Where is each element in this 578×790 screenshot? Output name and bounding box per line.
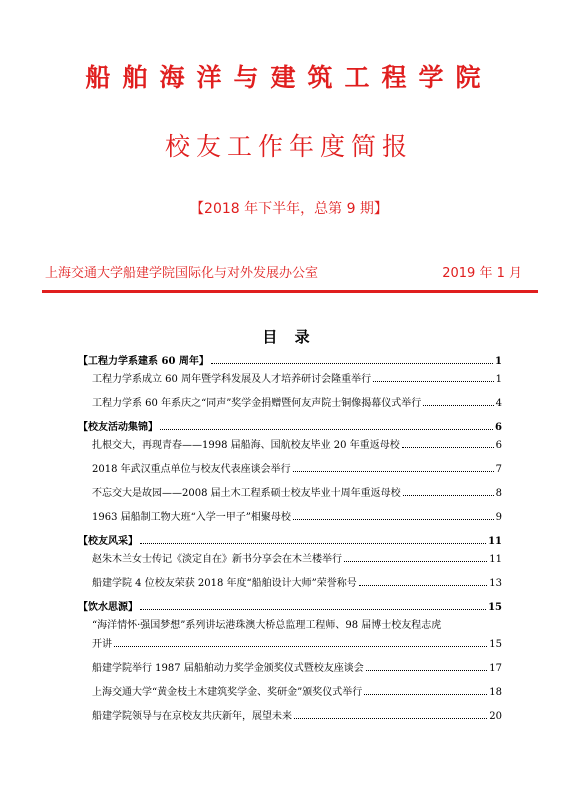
toc-entry-title: 船建学院举行 1987 届船舶动力奖学金颁奖仪式暨校友座谈会: [92, 663, 364, 674]
toc-entry[interactable]: [78, 619, 502, 651]
toc-entry-title: 赵朱木兰女士传记《淡定自在》新书分享会在木兰楼举行: [92, 554, 342, 565]
toc-entry[interactable]: [78, 373, 502, 386]
toc-page-number: 1: [495, 356, 502, 367]
issue-number: 【2018 年下半年，总第 9 期】: [190, 201, 388, 217]
toc-leader: [364, 686, 487, 695]
toc-entry[interactable]: [78, 553, 502, 566]
toc-page-number: 1: [495, 374, 502, 385]
toc-page-number: 15: [488, 602, 502, 613]
toc-entry-continuation: [92, 638, 502, 651]
toc-entry-title: 2018 年武汉重点单位与校友代表座谈会举行: [92, 464, 291, 475]
toc-page-number: 7: [495, 464, 502, 475]
toc-leader: [294, 710, 487, 719]
table-of-contents: [78, 355, 502, 723]
toc-page-number: 20: [489, 711, 502, 722]
toc-page-number: 11: [489, 554, 502, 565]
toc-page-number: 17: [489, 663, 502, 674]
toc-leader: [344, 553, 487, 562]
toc-entry-title: 工程力学系 60 年系庆之“同声”奖学金捐赠暨何友声院士铜像揭幕仪式举行: [92, 398, 422, 409]
toc-entry-title: “海洋情怀·强国梦想”系列讲坛港珠澳大桥总监理工程师、98 届博士校友程志虎: [92, 620, 442, 631]
toc-leader: [160, 421, 493, 430]
toc-page-number: 6: [495, 422, 502, 433]
toc-entry-title: 船建学院领导与在京校友共庆新年，展望未来: [92, 711, 292, 722]
toc-leader: [403, 487, 494, 496]
header-divider: [42, 290, 538, 293]
toc-title: 目 录: [262, 328, 316, 346]
toc-entry[interactable]: [78, 577, 502, 590]
toc-leader: [293, 463, 494, 472]
toc-entry-title: 扎根交大，再现青春——1998 届船海、国航校友毕业 20 年重返母校: [92, 440, 400, 451]
toc-entry[interactable]: [78, 710, 502, 723]
office-name: 上海交通大学船建学院国际化与对外发展办公室: [45, 266, 319, 281]
toc-entry-title: 1963 届船制工物大班“入学一甲子”相聚母校: [92, 512, 291, 523]
toc-section-label: 【工程力学系建系 60 周年】: [78, 356, 209, 367]
toc-section-label: 【饮水思源】: [78, 602, 138, 613]
toc-entry-title-cont: 开讲: [92, 639, 112, 650]
toc-entry[interactable]: [78, 686, 502, 699]
toc-page-number: 13: [489, 578, 502, 589]
toc-leader: [293, 511, 494, 520]
report-title: 校友工作年度简报: [164, 132, 413, 161]
toc-section-label: 【校友风采】: [78, 536, 138, 547]
toc-section-label: 【校友活动集锦】: [78, 422, 158, 433]
toc-entry-title: 不忘交大是故园——2008 届土木工程系硕士校友毕业十周年重返母校: [92, 488, 401, 499]
toc-page-number: 18: [489, 687, 502, 698]
toc-leader: [423, 397, 493, 406]
toc-entry-title: 上海交通大学“黄金枝土木建筑奖学金、奖研金”颁奖仪式举行: [92, 687, 363, 698]
toc-entry[interactable]: [78, 439, 502, 452]
toc-entry[interactable]: [78, 662, 502, 675]
toc-entry[interactable]: [78, 397, 502, 410]
toc-section[interactable]: [78, 535, 502, 548]
toc-leader: [366, 662, 487, 671]
toc-leader: [211, 355, 493, 364]
toc-page-number: 6: [495, 440, 502, 451]
toc-leader: [140, 535, 486, 544]
toc-page-number: 9: [495, 512, 502, 523]
toc-section[interactable]: [78, 421, 502, 434]
toc-entry[interactable]: [78, 511, 502, 524]
toc-leader: [114, 638, 487, 647]
toc-leader: [402, 439, 494, 448]
toc-entry[interactable]: [78, 463, 502, 476]
toc-leader: [359, 577, 488, 586]
toc-leader: [373, 373, 494, 382]
toc-section[interactable]: [78, 601, 502, 614]
toc-entry[interactable]: [78, 487, 502, 500]
toc-page-number: 15: [489, 639, 502, 650]
toc-page-number: 8: [495, 488, 502, 499]
toc-page-number: 11: [488, 536, 502, 547]
school-name: 船舶海洋与建筑工程学院: [85, 63, 493, 92]
issue-date: 2019 年 1 月: [442, 266, 522, 281]
toc-section[interactable]: [78, 355, 502, 368]
toc-page-number: 4: [495, 398, 502, 409]
toc-entry-title: 工程力学系成立 60 周年暨学科发展及人才培养研讨会隆重举行: [92, 374, 372, 385]
toc-entry-title: 船建学院 4 位校友荣获 2018 年度“船舶设计大师”荣誉称号: [92, 578, 357, 589]
toc-leader: [140, 601, 486, 610]
